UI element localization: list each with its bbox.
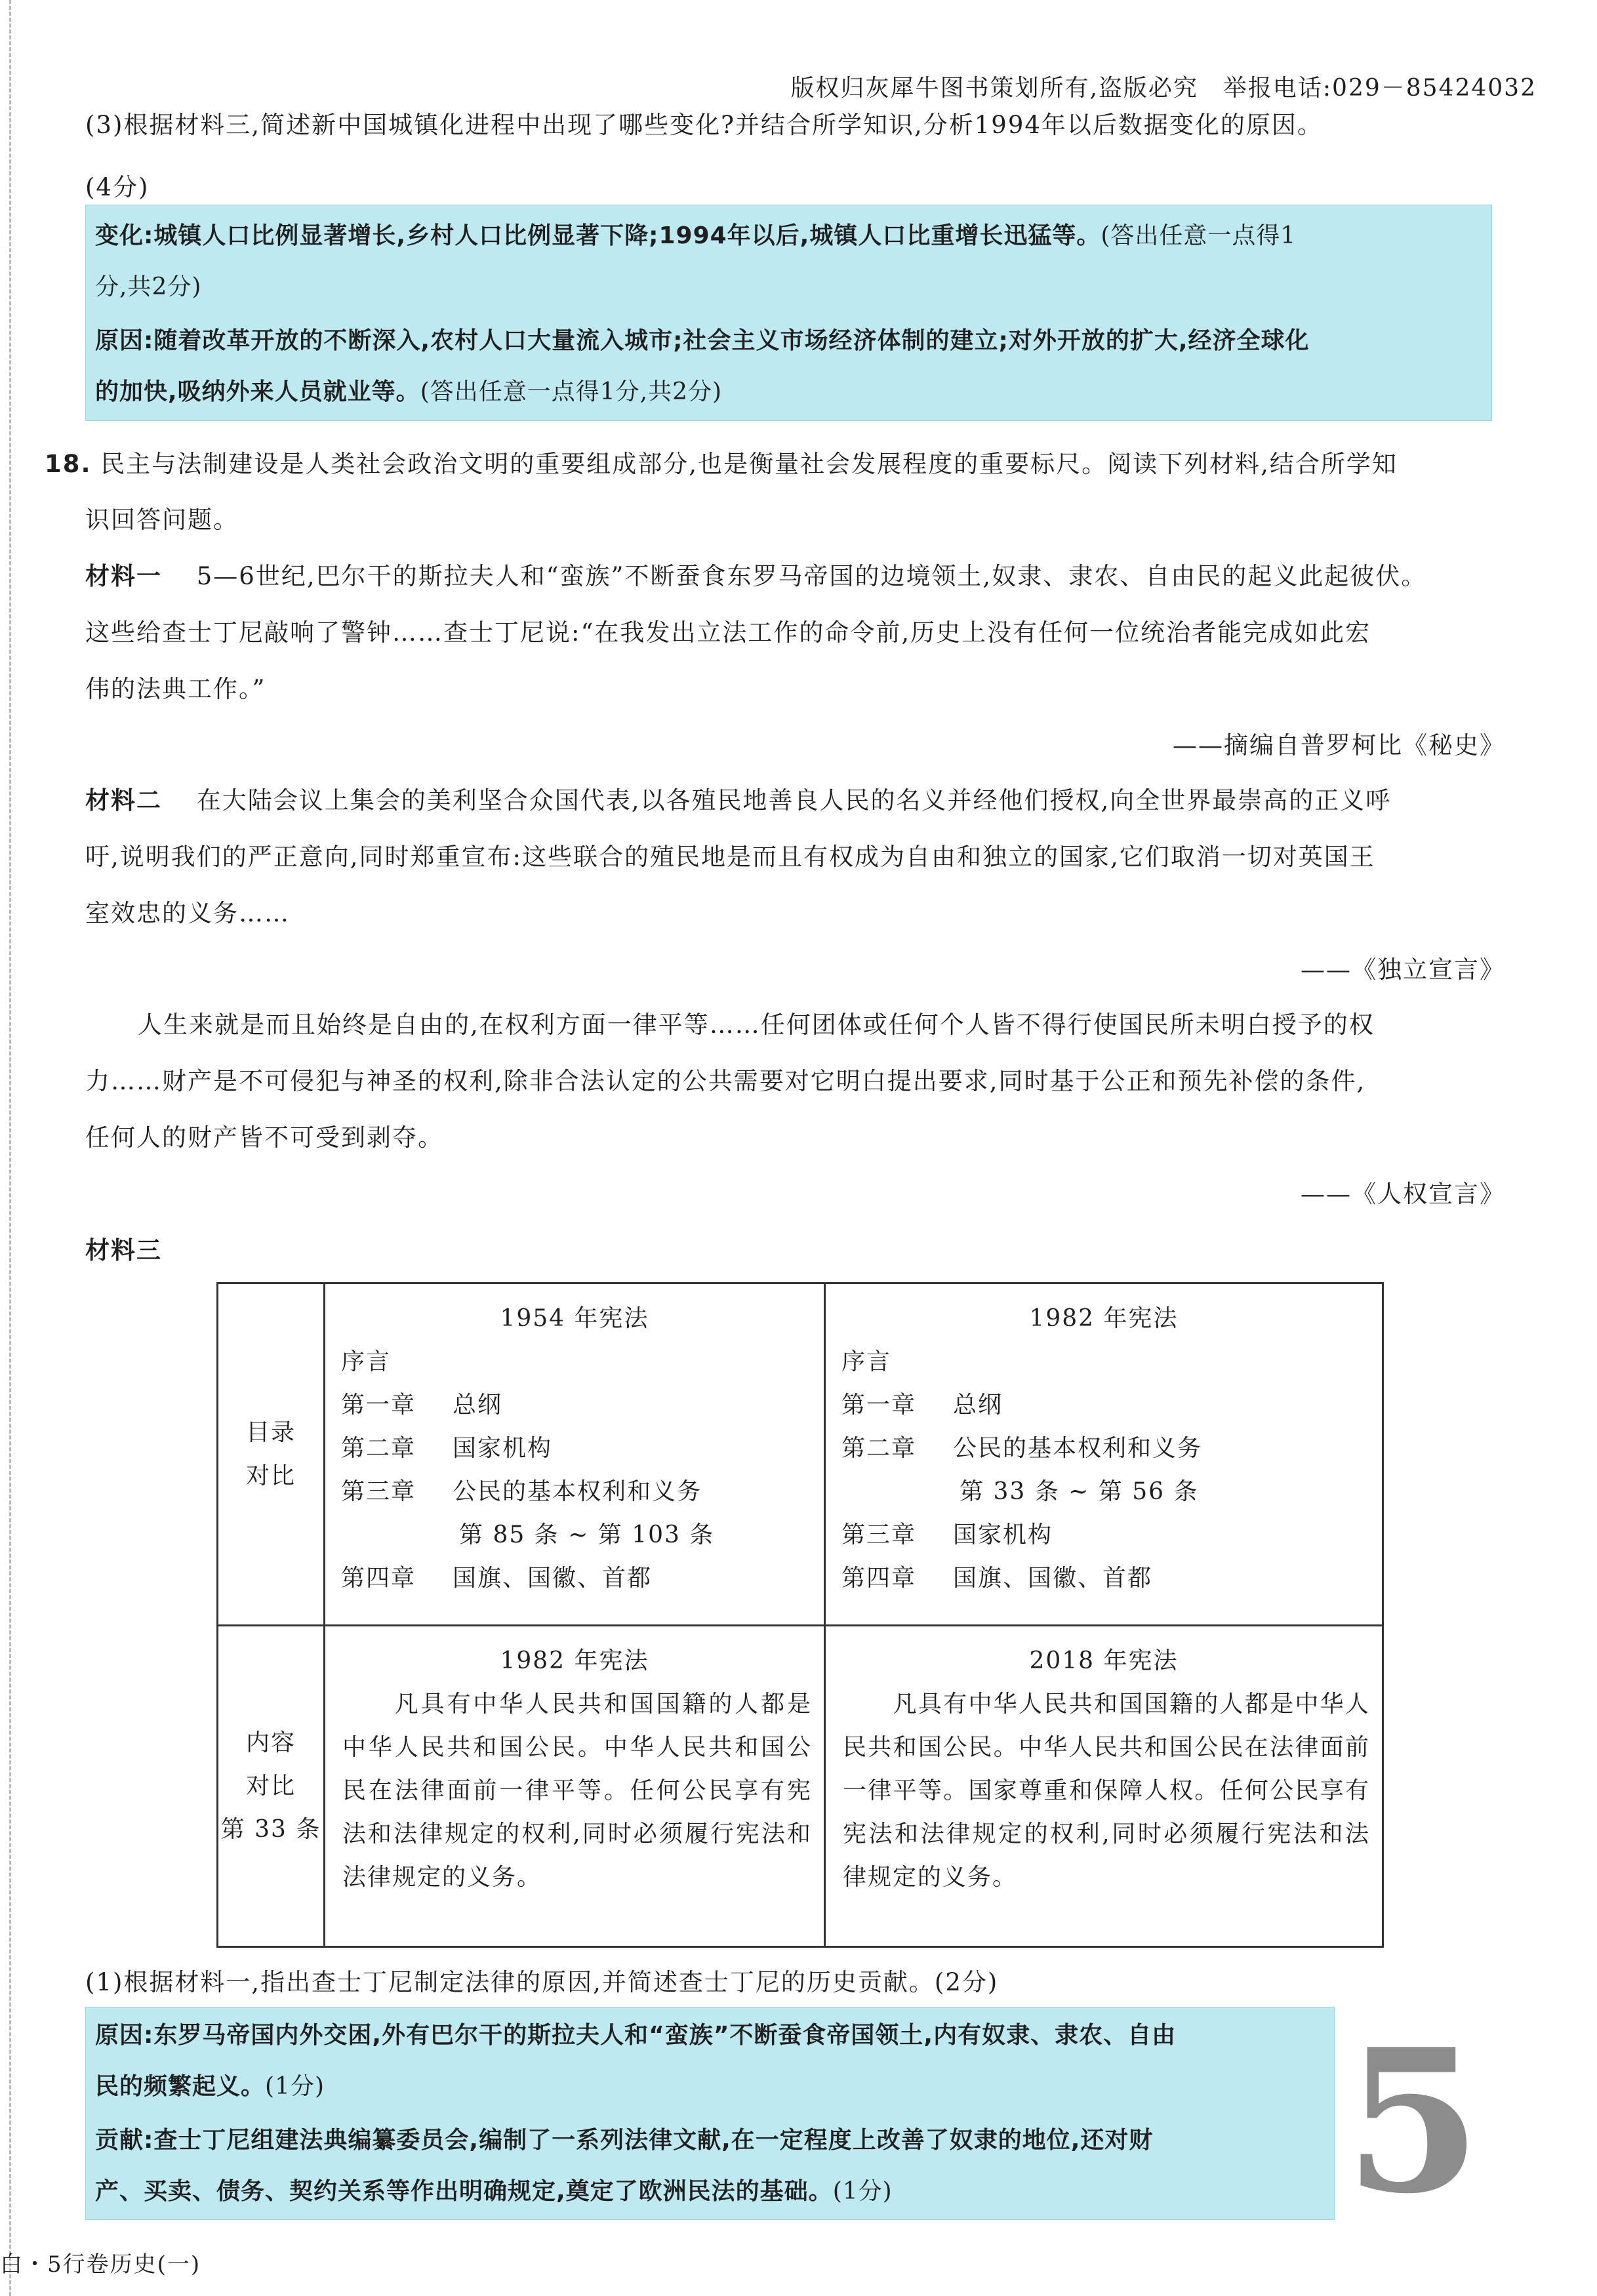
material2-p2-line2: 力……财产是不可侵犯与神圣的权利,除非合法认定的公共需要对它明白提出要求,同时基于公正和预先补偿的条件,	[85, 1067, 1366, 1095]
material2-label: 材料二	[85, 786, 162, 815]
toc-1982-entry	[841, 1384, 1382, 1427]
toc-1954-chapter: 第二章	[341, 1435, 416, 1462]
toc-1982-chapter-title: 总纲	[953, 1392, 1003, 1419]
toc-1982-chapter-title: 公民的基本权利和义务	[953, 1435, 1203, 1462]
toc-1954-entry	[341, 1427, 824, 1470]
q18-1-contrib-line2: 产、买卖、债务、契约关系等作出明确规定,奠定了欧洲民法的基础。	[95, 2178, 833, 2205]
toc-1954-entry	[341, 1384, 824, 1427]
answer-change-line1: 变化:城镇人口比例显著增长,乡村人口比例显著下降;1994年以后,城镇人口比重增长迅猛等。	[95, 222, 1101, 249]
q18-1-answer-box	[85, 2007, 1335, 2220]
toc-1982-list	[826, 1340, 1382, 1600]
binding-margin-line	[9, 0, 11, 2296]
copyright-header: 版权归灰犀牛图书策划所有,盗版必究 举报电话:029－85424032	[790, 75, 1537, 102]
material2-p2-line3: 任何人的财产皆不可受到剥夺。	[85, 1123, 443, 1152]
answer-reason-line1: 原因:随着改革开放的不断深入,农村人口大量流入城市;社会主义市场经济体制的建立;对外开放的扩大,经济全球化	[95, 327, 1310, 354]
toc-1982-entry	[841, 1514, 1382, 1557]
material1-text1: 5—6世纪,巴尔干的斯拉夫人和“蛮族”不断蚕食东罗马帝国的边境领土,奴隶、隶农、自由民的起义此起彼伏。	[196, 562, 1427, 590]
art33-1982-cell	[325, 1626, 825, 1947]
material2-source1: ——《独立宣言》	[1301, 956, 1505, 984]
row-label-toc	[218, 1283, 325, 1626]
toc-1954-entry: 第 85 条 ~ 第 103 条	[459, 1521, 715, 1548]
art33-2018-cell	[825, 1626, 1383, 1947]
toc-1954-entry	[341, 1557, 824, 1600]
q18-1-contrib-note: (1分)	[832, 2178, 893, 2205]
constitution-comparison-table	[216, 1282, 1384, 1948]
art33-2018-text: 凡具有中华人民共和国国籍的人都是中华人民共和国公民。中华人民共和国公民在法律面前一律平等。国家尊重和保障人权。任何公民享有宪法和法律规定的权利,同时必须履行宪法和法律规定的义务。	[843, 1691, 1370, 1891]
material2-p2-line1: 人生来就是而且始终是自由的,在权利方面一律平等……任何团体或任何个人皆不得行使国民所未明白授予的权	[138, 1011, 1375, 1039]
material2-line1	[85, 780, 1391, 816]
toc-1954-chapter: 第三章	[341, 1478, 416, 1505]
toc-1954-entry	[341, 1470, 824, 1514]
toc-1954-entry	[341, 1340, 824, 1384]
q17-3-answer-box	[85, 205, 1492, 421]
row-label-toc-2: 对比	[245, 1462, 296, 1489]
toc-1982-chapter-title: 国旗、国徽、首都	[953, 1565, 1153, 1592]
row-label-toc-1: 目录	[245, 1419, 296, 1446]
toc-1982-entry	[841, 1427, 1382, 1470]
q17-3-question-line2: (4分)	[85, 173, 150, 201]
material3-label: 材料三	[85, 1236, 162, 1264]
page-number-large: 5	[1344, 2005, 1482, 2237]
toc-1982-entry	[841, 1557, 1382, 1600]
row-label-content	[218, 1626, 325, 1947]
toc-compare-row	[218, 1283, 1383, 1626]
toc-1982-title: 1982 年宪法	[1029, 1305, 1179, 1332]
answer-reason-line2: 的加快,吸纳外来人员就业等。	[95, 378, 420, 405]
toc-1954-chapter-title: 总纲	[453, 1392, 503, 1419]
material2-line3: 室效忠的义务……	[85, 899, 290, 927]
toc-1982-chapter: 第一章	[841, 1392, 917, 1419]
q18-intro-text: 民主与法制建设是人类社会政治文明的重要组成部分,也是衡量社会发展程度的重要标尺。阅读下列材料,结合所学知	[100, 450, 1398, 478]
q18-intro-line1	[45, 444, 1398, 479]
q18-1-reason-line1: 原因:东罗马帝国内外交困,外有巴尔干的斯拉夫人和“蛮族”不断蚕食帝国领土,内有奴隶、隶农、自由	[95, 2022, 1177, 2049]
q18-intro-line2: 识回答问题。	[85, 506, 239, 534]
row-label-content-2: 对比	[245, 1772, 296, 1800]
material1-label: 材料一	[85, 562, 162, 590]
toc-1954-chapter-title: 国家机构	[453, 1435, 553, 1462]
material1-source: ——摘编自普罗柯比《秘史》	[1173, 731, 1505, 759]
material1-line1	[85, 556, 1426, 592]
toc-1954-chapter: 第一章	[341, 1392, 416, 1419]
row-label-content-3: 第 33 条	[220, 1815, 321, 1843]
art33-2018-title: 2018 年宪法	[1029, 1647, 1179, 1674]
material2-line2: 吁,说明我们的严正意向,同时郑重宣布:这些联合的殖民地是而且有权成为自由和独立的国家,它们取消一切对英国王	[85, 843, 1375, 871]
q18-1-reason-note: (1分)	[265, 2073, 325, 2100]
material1-line3: 伟的法典工作。”	[85, 675, 266, 703]
toc-1954-chapter-title: 公民的基本权利和义务	[453, 1478, 702, 1505]
material2-text1: 在大陆会议上集会的美利坚合众国代表,以各殖民地善良人民的名义并经他们授权,向全世界最崇高的正义呼	[196, 786, 1392, 815]
answer-change-line2: 分,共2分)	[95, 273, 202, 300]
toc-1982-chapter: 序言	[841, 1348, 892, 1375]
toc-1954-chapter-title: 国旗、国徽、首都	[453, 1565, 653, 1592]
toc-1982-chapter: 第三章	[841, 1521, 917, 1548]
toc-1982-chapter: 第四章	[841, 1565, 917, 1592]
q18-1-reason-line2: 民的频繁起义。	[95, 2073, 266, 2100]
material1-line2: 这些给查士丁尼敲响了警钟……查士丁尼说:“在我发出立法工作的命令前,历史上没有任何一位统治者能完成如此宏	[85, 618, 1371, 647]
toc-1982-chapter: 第二章	[841, 1435, 917, 1462]
q17-3-question-line1: (3)根据材料三,简述新中国城镇化进程中出现了哪些变化?并结合所学知识,分析1994年以后数据变化的原因。	[85, 111, 1323, 139]
toc-1954-title: 1954 年宪法	[500, 1305, 649, 1332]
answer-change-note: (答出任意一点得1	[1101, 222, 1297, 249]
q18-number: 18.	[45, 450, 92, 478]
toc-1954-chapter: 序言	[341, 1348, 392, 1375]
toc-1954-chapter: 第四章	[341, 1565, 416, 1592]
row-label-content-1: 内容	[245, 1729, 296, 1756]
toc-1982-cell	[825, 1283, 1383, 1626]
art33-1982-text: 凡具有中华人民共和国国籍的人都是中华人民共和国公民。中华人民共和国公民在法律面前一律平等。任何公民享有宪法和法律规定的权利,同时必须履行宪法和法律规定的义务。	[342, 1691, 812, 1891]
content-compare-row	[218, 1626, 1383, 1947]
toc-1982-entry: 第 33 条 ~ 第 56 条	[960, 1478, 1199, 1505]
material2-source2: ——《人权宣言》	[1301, 1180, 1505, 1208]
toc-1954-list	[325, 1340, 824, 1600]
art33-1982-title: 1982 年宪法	[500, 1647, 649, 1674]
toc-1982-chapter-title: 国家机构	[953, 1521, 1053, 1548]
answer-reason-note: (答出任意一点得1分,共2分)	[420, 378, 723, 405]
footer-text: 白・5行卷历史(一)	[0, 2251, 201, 2278]
q18-1-question: (1)根据材料一,指出查士丁尼制定法律的原因,并简述查士丁尼的历史贡献。(2分)	[85, 1968, 999, 1996]
toc-1954-cell	[325, 1283, 825, 1626]
toc-1982-entry	[841, 1340, 1382, 1384]
q18-1-contrib-line1: 贡献:查士丁尼组建法典编纂委员会,编制了一系列法律文献,在一定程度上改善了奴隶的地位,还对财	[95, 2127, 1154, 2154]
